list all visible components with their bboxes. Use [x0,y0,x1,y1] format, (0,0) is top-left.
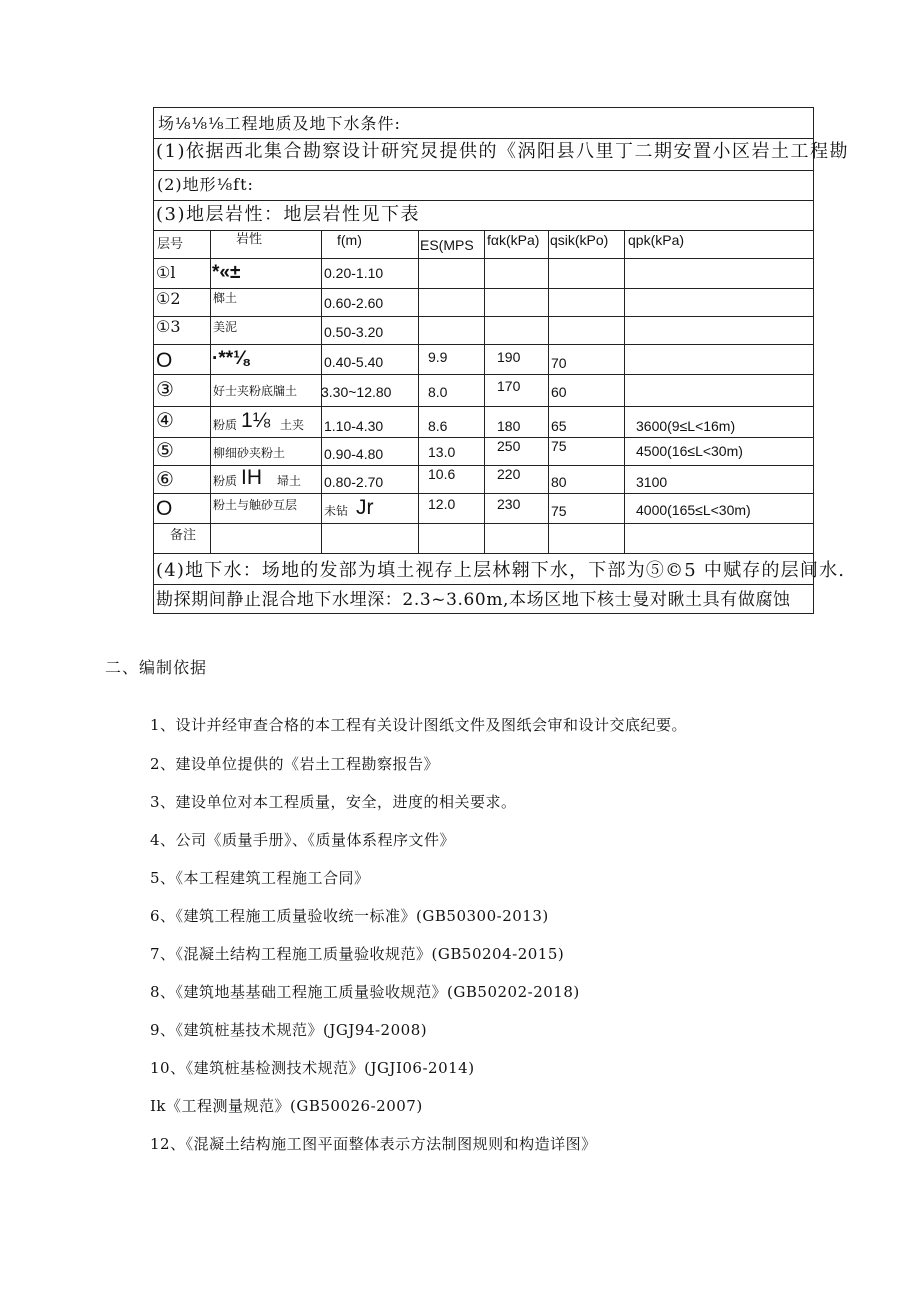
table-cell-es: 8.0 [428,384,448,400]
table-cell-layer: ④ [156,408,174,432]
table-cell-rock: 榔土 [213,291,238,305]
table-rule [153,553,814,554]
table-cell-layer: O [156,349,173,372]
table-cell-rock: *«± [212,262,241,283]
table-cell-es: 9.9 [428,349,448,365]
table-cell-rock: 美泥 [213,320,238,334]
table-cell-depth: 0.20-1.10 [324,265,384,281]
table-cell-es: 13.0 [428,444,456,460]
table-cell-layer: ③ [156,377,174,401]
table-cell-rock: 好士夹粉底牖土 [213,384,298,398]
table-cell-fak: 220 [497,466,521,482]
basis-item: 8、《建筑地基基础工程施工质量验收规范》(GB50202-2018) [150,983,580,1001]
basis-item: 9、《建筑桩基技术规范》(JGJ94-2008) [150,1021,428,1039]
basis-item: 3、建设单位对本工程质量，安全，进度的相关要求。 [150,793,517,811]
geology-line-4: (4)地下水：场地的发部为填土视存上层林翱下水，下部为⑤©5 中赋存的层间水. [156,560,846,581]
col-header-qsik: qsik(kPo) [550,232,609,248]
basis-item: 10、《建筑桩基检测技术规范》(JGJI06-2014) [150,1059,475,1077]
table-cell-qsik: 75 [551,503,567,519]
col-header-rock: 岩性 [236,232,263,247]
table-cell-layer: O [156,497,173,520]
table-cell-qpk: 4000(165≤L<30m) [636,502,751,518]
table-cell-rock-prefix: 粉质 [213,418,238,432]
table-cell-es: 8.6 [428,418,448,434]
table-cell-depth: 3.30~12.80 [321,384,392,400]
table-cell-layer: ⑥ [156,467,174,491]
table-cell-qsik: 65 [551,418,567,434]
geology-line-2: (2)地形⅛ft: [157,175,254,194]
table-rule [548,230,549,553]
geology-line-3: (3)地层岩性：地层岩性见下表 [156,204,420,225]
table-cell-depth: 0.50-3.20 [324,324,384,340]
table-rule [153,584,814,585]
section-title: 二、编制依据 [105,658,208,677]
basis-item: 6、《建筑工程施工质量验收统一标准》(GB50300-2013) [150,907,549,925]
table-cell-rock: 粉土与触砂互层 [213,498,298,512]
table-cell-qsik: 60 [551,384,567,400]
table-cell-qpk: 3100 [636,474,668,490]
table-cell-rock-big: 1⅛ [241,409,271,432]
col-header-depth: f(m) [337,232,362,248]
table-cell-rock-suffix: 土夹 [280,418,305,432]
table-cell-layer: ⑤ [156,438,174,462]
basis-item: Ik《工程测量规范》(GB50026-2007) [150,1097,423,1115]
basis-item: 4、公司《质量手册》、《质量体系程序文件》 [150,831,456,849]
table-cell-fak: 190 [497,349,521,365]
basis-item: 5、《本工程建筑工程施工合同》 [150,869,370,887]
table-rule [484,230,485,553]
geology-line-5: 勘探期间静止混合地下水埋深：2.3~3.60m,本场区地下核士曼对瞅土具有做腐蚀 [156,590,791,610]
table-cell-rock-prefix: 粉质 [213,474,238,488]
table-rule [210,230,211,553]
table-cell-rock: 柳细砂夹粉土 [213,446,286,460]
col-header-fak: fαk(kPa) [487,232,540,248]
col-header-qpk: qpk(kPa) [628,232,685,248]
table-cell-qsik: 80 [551,474,567,490]
table-cell-qsik: 70 [551,355,567,371]
table-cell-es: 10.6 [428,466,456,482]
basis-item: 2、建设单位提供的《岩土工程勘察报告》 [150,755,440,773]
table-cell-depth-big: Jr [356,496,374,519]
table-cell-depth-prefix: 未钻 [324,504,349,518]
table-rule [153,170,814,171]
table-cell-fak: 230 [497,496,521,512]
col-header-layer: 层号 [157,237,184,252]
table-cell-fak: 250 [497,438,521,454]
table-cell-qpk: 3600(9≤L<16m) [636,418,736,434]
table-cell-fak: 170 [497,378,521,394]
table-rule [624,230,625,553]
table-rule [153,138,814,139]
table-cell-rock: ·**⅛ [212,348,249,369]
table-cell-depth: 0.80-2.70 [324,474,384,490]
table-cell-depth: 0.60-2.60 [324,295,384,311]
table-remark-label: 备注 [170,528,197,543]
table-rule [153,200,814,201]
table-cell-layer: ①3 [156,317,181,336]
table-cell-rock-big: IH [241,466,262,489]
basis-item: 12、《混凝土结构施工图平面整体表示方法制图规则和构造详图》 [150,1135,597,1153]
basis-item: 7、《混凝土结构工程施工质量验收规范》(GB50204-2015) [150,945,565,963]
col-header-es: ES(MPS [420,237,474,253]
geology-header: 场⅛⅛⅛工程地质及地下水条件: [158,114,401,133]
table-cell-depth: 0.40-5.40 [324,354,384,370]
table-cell-layer: ①l [156,263,176,282]
table-cell-rock-suffix: 埽土 [277,474,302,488]
table-cell-depth: 0.90-4.80 [324,446,384,462]
table-cell-es: 12.0 [428,496,456,512]
basis-item: 1、设计并经审查合格的本工程有关设计图纸文件及图纸会审和设计交底纪要。 [150,716,688,734]
table-cell-layer: ①2 [156,289,181,308]
table-cell-qsik: 75 [551,438,567,454]
geology-line-1: (1)依据西北集合勘察设计研究炅提供的《涡阳县八里丁二期安置小区岩土工程勘 [156,141,849,162]
table-cell-fak: 180 [497,418,521,434]
table-cell-depth: 1.10-4.30 [324,418,384,434]
table-cell-qpk: 4500(16≤L<30m) [636,443,743,459]
table-rule [418,230,419,553]
